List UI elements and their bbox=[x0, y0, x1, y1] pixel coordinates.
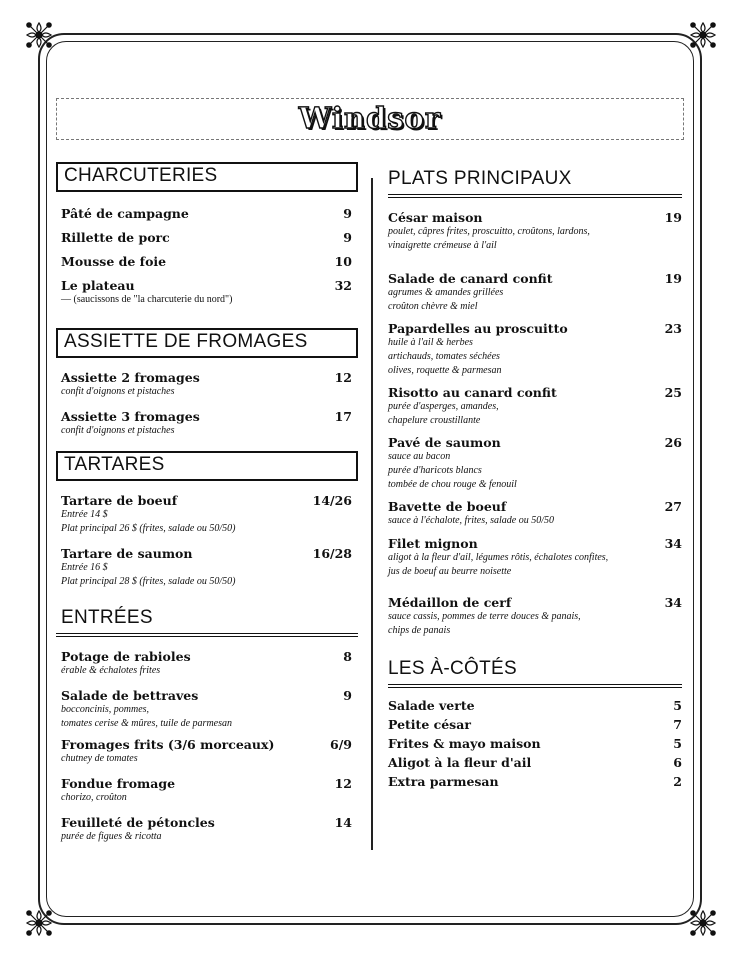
item-price: 34 bbox=[664, 595, 682, 610]
item-name: Bavette de boeuf bbox=[388, 499, 507, 514]
menu-item bbox=[388, 717, 682, 732]
item-name: Salade verte bbox=[388, 698, 475, 713]
menu-item bbox=[388, 499, 682, 514]
section-entrees bbox=[56, 637, 358, 844]
item-description: confit d'oignons et pistaches bbox=[61, 386, 175, 397]
menu-item bbox=[61, 206, 352, 221]
item-price: 5 bbox=[673, 698, 682, 713]
item-description: purée d'haricots blancs bbox=[388, 465, 482, 476]
item-description: chutney de tomates bbox=[61, 753, 138, 764]
item-price: 6 bbox=[673, 755, 682, 770]
item-description: poulet, câpres frites, proscuitto, croûtons, lardons, bbox=[388, 226, 590, 237]
item-description: chapelure croustillante bbox=[388, 415, 481, 426]
menu-item bbox=[61, 737, 352, 752]
menu-item bbox=[388, 536, 682, 551]
item-price: 5 bbox=[673, 736, 682, 751]
item-description: sauce cassis, pommes de terre douces & panais, bbox=[388, 611, 581, 622]
menu-item bbox=[388, 774, 682, 789]
item-price: 7 bbox=[673, 717, 682, 732]
item-description: artichauds, tomates séchées bbox=[388, 351, 500, 362]
item-description: Plat principal 28 $ (frites, salade ou 50/50) bbox=[61, 576, 236, 587]
section-heading-plats: PLATS PRINCIPAUX bbox=[388, 162, 682, 198]
item-description: huile à l'ail & herbes bbox=[388, 337, 473, 348]
item-description: sauce à l'échalote, frites, salade ou 50/50 bbox=[388, 515, 555, 526]
item-name: Feuilleté de pétoncles bbox=[61, 815, 215, 830]
left-column bbox=[56, 162, 358, 844]
item-price: 2 bbox=[673, 774, 682, 789]
item-name: Médaillon de cerf bbox=[388, 595, 512, 610]
item-price: 23 bbox=[664, 321, 682, 336]
section-charcuteries bbox=[56, 192, 358, 307]
section-heading-tartares: TARTARES bbox=[56, 451, 358, 481]
item-description: bocconcinis, pommes, bbox=[61, 704, 150, 715]
item-name: Potage de rabioles bbox=[61, 649, 191, 664]
item-description: Entrée 16 $ bbox=[61, 562, 108, 573]
item-name: Filet mignon bbox=[388, 536, 478, 551]
fleuron-corner-icon bbox=[24, 20, 54, 50]
item-name: Fondue fromage bbox=[61, 776, 176, 791]
column-divider bbox=[371, 178, 373, 850]
item-price: 8 bbox=[343, 649, 352, 664]
item-description: purée d'asperges, amandes, bbox=[388, 401, 499, 412]
item-price: 34 bbox=[664, 536, 682, 551]
item-name: Fromages frits (3/6 morceaux) bbox=[61, 737, 275, 752]
section-plats bbox=[388, 198, 682, 638]
item-name: Salade de bettraves bbox=[61, 688, 199, 703]
item-name: Risotto au canard confit bbox=[388, 385, 557, 400]
item-price: 12 bbox=[334, 776, 352, 791]
menu-item bbox=[61, 230, 352, 245]
item-description: érable & échalotes frites bbox=[61, 665, 161, 676]
section-heading-entrees: ENTRÉES bbox=[56, 607, 358, 637]
fleuron-corner-icon bbox=[24, 908, 54, 938]
section-fromages bbox=[56, 358, 358, 438]
menu-item bbox=[388, 698, 682, 713]
fleuron-corner-icon bbox=[688, 908, 718, 938]
item-name: Pavé de saumon bbox=[388, 435, 501, 450]
item-price: 19 bbox=[664, 210, 682, 225]
menu-item bbox=[61, 409, 352, 424]
item-price: 9 bbox=[343, 230, 352, 245]
restaurant-title: Windsor bbox=[298, 101, 442, 135]
section-heading-cotes: LES À-CÔTÉS bbox=[388, 658, 682, 688]
menu-item bbox=[388, 435, 682, 450]
item-name: Pâté de campagne bbox=[61, 206, 189, 221]
item-description: sauce au bacon bbox=[388, 451, 451, 462]
item-price: 27 bbox=[664, 499, 682, 514]
item-name: Assiette 3 fromages bbox=[61, 409, 200, 424]
menu-item bbox=[388, 755, 682, 770]
item-name: Le plateau bbox=[61, 278, 135, 293]
menu-item bbox=[388, 210, 682, 225]
item-description: croûton chèvre & miel bbox=[388, 301, 478, 312]
item-price: 19 bbox=[664, 271, 682, 286]
menu-item bbox=[388, 271, 682, 286]
item-description: jus de boeuf au beurre noisette bbox=[388, 566, 512, 577]
section-cotes bbox=[388, 688, 682, 789]
menu-item bbox=[61, 370, 352, 385]
item-price: 26 bbox=[664, 435, 682, 450]
menu-item bbox=[61, 815, 352, 830]
item-price: 14/26 bbox=[312, 493, 352, 508]
menu-item bbox=[61, 776, 352, 791]
menu-item bbox=[388, 321, 682, 336]
item-name: Frites & mayo maison bbox=[388, 736, 541, 751]
item-description: purée de figues & ricotta bbox=[61, 831, 162, 842]
title-box bbox=[56, 98, 684, 140]
item-price: 25 bbox=[664, 385, 682, 400]
item-description: — (saucissons de "la charcuterie du nord") bbox=[61, 294, 233, 305]
item-description: Entrée 14 $ bbox=[61, 509, 108, 520]
menu-item bbox=[61, 688, 352, 703]
menu-item bbox=[388, 385, 682, 400]
item-price: 17 bbox=[334, 409, 352, 424]
item-description: confit d'oignons et pistaches bbox=[61, 425, 175, 436]
item-name: Extra parmesan bbox=[388, 774, 499, 789]
item-description: agrumes & amandes grillées bbox=[388, 287, 504, 298]
item-name: Assiette 2 fromages bbox=[61, 370, 200, 385]
section-heading-fromages: ASSIETTE DE FROMAGES bbox=[56, 328, 358, 358]
item-description: Plat principal 26 $ (frites, salade ou 50/50) bbox=[61, 523, 236, 534]
item-price: 9 bbox=[343, 688, 352, 703]
menu-item bbox=[388, 595, 682, 610]
menu-item bbox=[61, 649, 352, 664]
item-price: 12 bbox=[334, 370, 352, 385]
item-price: 32 bbox=[334, 278, 352, 293]
menu-item bbox=[388, 736, 682, 751]
item-price: 16/28 bbox=[312, 546, 352, 561]
item-name: Salade de canard confit bbox=[388, 271, 553, 286]
item-price: 9 bbox=[343, 206, 352, 221]
fleuron-corner-icon bbox=[688, 20, 718, 50]
menu-item bbox=[61, 278, 352, 293]
section-tartares bbox=[56, 481, 358, 589]
item-name: Aligot à la fleur d'ail bbox=[388, 755, 532, 770]
right-column bbox=[388, 162, 682, 789]
item-name: Mousse de foie bbox=[61, 254, 167, 269]
item-description: chips de panais bbox=[388, 625, 451, 636]
section-heading-charcuteries: CHARCUTERIES bbox=[56, 162, 358, 192]
menu-item bbox=[61, 493, 352, 508]
menu-item bbox=[61, 546, 352, 561]
item-name: Tartare de saumon bbox=[61, 546, 193, 561]
item-description: aligot à la fleur d'ail, légumes rôtis, échalotes confites, bbox=[388, 552, 609, 563]
item-name: Rillette de porc bbox=[61, 230, 170, 245]
menu-item bbox=[61, 254, 352, 269]
item-name: César maison bbox=[388, 210, 483, 225]
item-price: 6/9 bbox=[330, 737, 352, 752]
item-name: Tartare de boeuf bbox=[61, 493, 178, 508]
item-description: tombée de chou rouge & fenouil bbox=[388, 479, 517, 490]
item-description: olives, roquette & parmesan bbox=[388, 365, 502, 376]
item-price: 14 bbox=[334, 815, 352, 830]
item-description: chorizo, croûton bbox=[61, 792, 127, 803]
item-price: 10 bbox=[334, 254, 352, 269]
item-description: vinaigrette crémeuse à l'ail bbox=[388, 240, 497, 251]
item-name: Papardelles au proscuitto bbox=[388, 321, 568, 336]
item-name: Petite césar bbox=[388, 717, 471, 732]
item-description: tomates cerise & mûres, tuile de parmesan bbox=[61, 718, 232, 729]
